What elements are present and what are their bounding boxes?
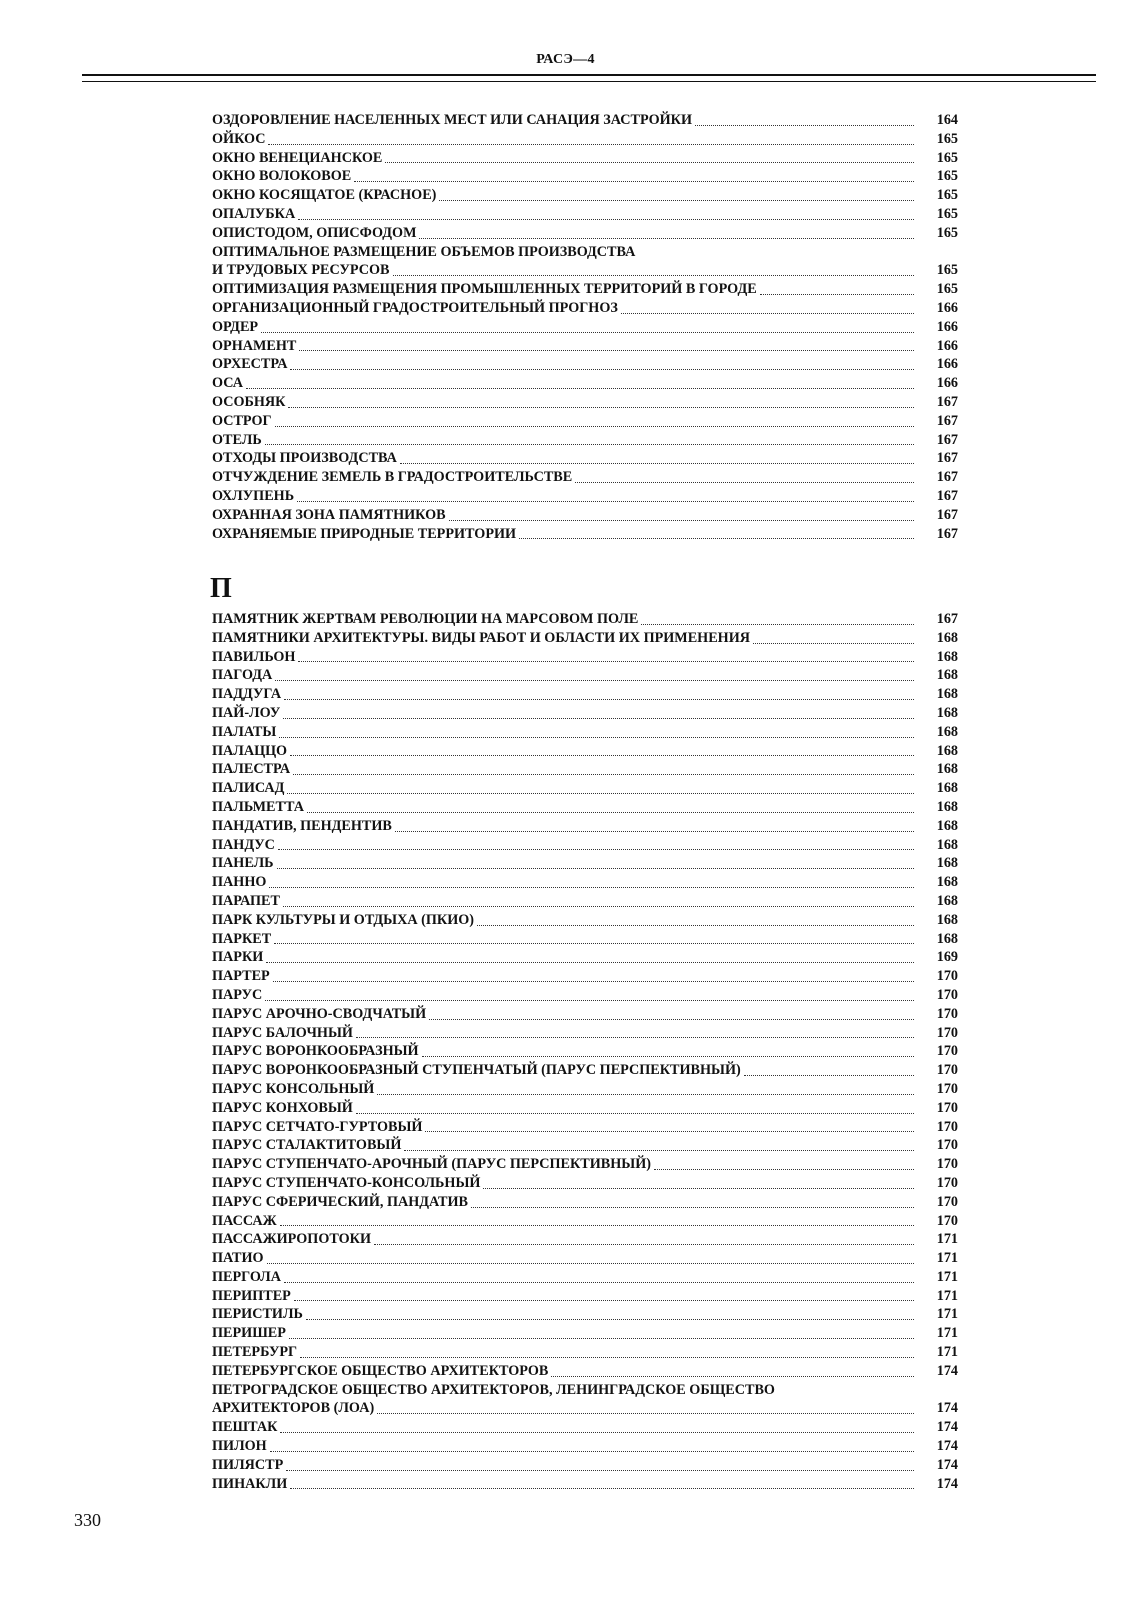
entry-page-number: 168	[936, 892, 958, 909]
entry-term: ПАЛЬМЕТТА	[212, 798, 304, 815]
entry-term: ПЕТЕРБУРГСКОЕ ОБЩЕСТВО АРХИТЕКТОРОВ	[212, 1362, 549, 1379]
entry-page-number: 168	[936, 855, 958, 872]
dot-leader	[439, 188, 914, 201]
entry-page-number: 170	[936, 1118, 958, 1135]
header-rule-thin	[82, 81, 1096, 82]
entry-term: ПАРУС	[212, 986, 263, 1003]
dot-leader	[280, 1213, 914, 1226]
entry-page-number: 170	[936, 986, 958, 1003]
entry-term: ПАРУС СФЕРИЧЕСКИЙ, ПАНДАТИВ	[212, 1193, 469, 1210]
dot-leader	[274, 931, 914, 944]
entry-term: ПАЛАТЫ	[212, 723, 277, 740]
index-entry	[212, 742, 958, 761]
entry-term: ОХРАННАЯ ЗОНА ПАМЯТНИКОВ	[212, 506, 446, 523]
index-entry	[212, 629, 958, 648]
entry-page-number: 165	[936, 224, 958, 241]
dot-leader	[277, 856, 914, 869]
entry-term: ПАССАЖИРОПОТОКИ	[212, 1231, 371, 1248]
index-entry	[212, 930, 958, 949]
entry-page-number: 168	[936, 930, 958, 947]
entry-term: ПАДДУГА	[212, 686, 282, 703]
index-entry	[212, 355, 958, 374]
dot-leader	[269, 875, 914, 888]
dot-leader	[356, 1101, 914, 1114]
index-entry	[212, 1287, 958, 1306]
dot-leader	[290, 743, 914, 756]
entry-term: ОТХОДЫ ПРОИЗВОДСТВА	[212, 450, 397, 467]
index-entry	[212, 525, 958, 544]
index-entry	[212, 610, 958, 629]
index-entry	[212, 393, 958, 412]
dot-leader	[273, 969, 914, 982]
entry-term: ОРНАМЕНТ	[212, 337, 297, 354]
entry-term: ПАРУС КОНСОЛЬНЫЙ	[212, 1080, 375, 1097]
index-entry	[212, 205, 958, 224]
index-entry	[212, 1061, 958, 1080]
entry-term: ПАВИЛЬОН	[212, 648, 296, 665]
entry-term: ОЙКОС	[212, 130, 266, 147]
letter-heading-p: П	[210, 573, 232, 604]
index-entry	[212, 1399, 958, 1418]
entry-term: ПАРК КУЛЬТУРЫ И ОТДЫХА (ПКИО)	[212, 911, 474, 928]
entry-page-number: 170	[936, 1212, 958, 1229]
entry-page-number: 168	[936, 911, 958, 928]
dot-leader	[422, 1044, 914, 1057]
entry-page-number: 167	[936, 525, 958, 542]
dot-leader	[483, 1176, 914, 1189]
index-entry	[212, 1249, 958, 1268]
index-entry	[212, 1305, 958, 1324]
index-entry	[212, 1174, 958, 1193]
entry-page-number: 165	[936, 149, 958, 166]
index-entry	[212, 280, 958, 299]
index-entry	[212, 337, 958, 356]
entry-term: ПЕРИСТИЛЬ	[212, 1306, 303, 1323]
dot-leader	[283, 706, 914, 719]
entry-term: ОКНО ВОЛОКОВОЕ	[212, 168, 352, 185]
index-entry	[212, 760, 958, 779]
entry-page-number: 167	[936, 611, 958, 627]
dot-leader	[377, 1401, 914, 1414]
entry-term: ПАМЯТНИКИ АРХИТЕКТУРЫ. ВИДЫ РАБОТ И ОБЛАСТИ ИХ ПРИМЕНЕНИЯ	[212, 629, 750, 646]
entry-term: ПАССАЖ	[212, 1212, 277, 1229]
entry-term: ПАНЕЛЬ	[212, 855, 274, 872]
dot-leader	[695, 113, 914, 126]
entry-term: ОКНО ВЕНЕЦИАНСКОЕ	[212, 149, 383, 166]
dot-leader	[275, 414, 914, 427]
index-entry	[212, 412, 958, 431]
entry-term: ПИНАКЛИ	[212, 1475, 288, 1492]
entry-page-number: 166	[936, 337, 958, 354]
entry-page-number: 174	[936, 1438, 958, 1455]
entry-page-number: 170	[936, 968, 958, 985]
entry-page-number: 168	[936, 817, 958, 834]
index-entry	[212, 798, 958, 817]
index-entry	[212, 1418, 958, 1437]
dot-leader	[297, 489, 914, 502]
dot-leader	[429, 1007, 914, 1020]
index-entry	[212, 1456, 958, 1475]
index-entry	[212, 431, 958, 450]
entry-term: ОКНО КОСЯЩАТОЕ (КРАСНОЕ)	[212, 187, 437, 204]
entry-page-number: 170	[936, 1193, 958, 1210]
dot-leader	[404, 1138, 914, 1151]
entry-term: ПЕРИШЕР	[212, 1325, 286, 1342]
entry-page-number: 170	[936, 1174, 958, 1191]
index-entry	[212, 167, 958, 186]
entry-term: ПЕРГОЛА	[212, 1268, 281, 1285]
index-entry	[212, 648, 958, 667]
entry-page-number: 168	[936, 629, 958, 646]
index-entry	[212, 1155, 958, 1174]
index-entry	[212, 224, 958, 243]
dot-leader	[449, 508, 914, 521]
entry-term: АРХИТЕКТОРОВ (ЛОА)	[212, 1400, 375, 1417]
dot-leader	[419, 226, 914, 239]
entry-page-number: 174	[936, 1362, 958, 1379]
entry-term: ПАРУС БАЛОЧНЫЙ	[212, 1024, 353, 1041]
dot-leader	[294, 1288, 914, 1301]
entry-term: ПЕТРОГРАДСКОЕ ОБЩЕСТВО АРХИТЕКТОРОВ, ЛЕНИНГРАДСКОЕ ОБЩЕСТВО	[212, 1381, 775, 1398]
entry-page-number: 168	[936, 742, 958, 759]
entry-page-number: 165	[936, 205, 958, 222]
entry-term: ПАРУС ВОРОНКООБРАЗНЫЙ СТУПЕНЧАТЫЙ (ПАРУС ПЕРСПЕКТИВНЫЙ)	[212, 1062, 741, 1079]
entry-page-number: 168	[936, 723, 958, 740]
entry-term: ПАЛАЦЦО	[212, 742, 288, 759]
index-entry	[212, 1099, 958, 1118]
index-entry	[212, 685, 958, 704]
entry-page-number: 168	[936, 648, 958, 665]
entry-page-number: 168	[936, 836, 958, 853]
entry-term: ОРГАНИЗАЦИОННЫЙ ГРАДОСТРОИТЕЛЬНЫЙ ПРОГНОЗ	[212, 299, 618, 316]
dot-leader	[395, 819, 914, 832]
dot-leader	[654, 1157, 914, 1170]
entry-term: ПАЛИСАД	[212, 780, 285, 797]
entry-term: ОХРАНЯЕМЫЕ ПРИРОДНЫЕ ТЕРРИТОРИИ	[212, 525, 517, 542]
index-entry	[212, 873, 958, 892]
entry-page-number: 167	[936, 487, 958, 504]
dot-leader	[278, 837, 914, 850]
index-entry	[212, 374, 958, 393]
dot-leader	[275, 668, 914, 681]
entry-page-number: 171	[936, 1231, 958, 1248]
dot-leader	[261, 320, 914, 333]
dot-leader	[283, 894, 914, 907]
dot-leader	[307, 800, 914, 813]
index-entry	[212, 1080, 958, 1099]
dot-leader	[280, 1420, 914, 1433]
entry-term: ОПИСТОДОМ, ОПИСФОДОМ	[212, 224, 417, 241]
dot-leader	[299, 338, 914, 351]
entry-term: ОСА	[212, 375, 243, 392]
entry-term: ПАНДАТИВ, ПЕНДЕНТИВ	[212, 817, 392, 834]
entry-page-number: 168	[936, 667, 958, 684]
entry-page-number: 168	[936, 761, 958, 778]
entry-term: ПАРУС СТАЛАКТИТОВЫЙ	[212, 1137, 402, 1154]
dot-leader	[289, 1326, 914, 1339]
entry-term: ПИЛЯСТР	[212, 1456, 284, 1473]
entry-term: ПАРУС АРОЧНО-СВОДЧАТЫЙ	[212, 1005, 427, 1022]
entry-page-number: 170	[936, 1062, 958, 1079]
entry-page-number: 170	[936, 1156, 958, 1173]
index-entry	[212, 130, 958, 149]
entry-page-number: 165	[936, 130, 958, 147]
entry-page-number: 170	[936, 1024, 958, 1041]
dot-leader	[284, 1270, 914, 1283]
entry-page-number: 167	[936, 431, 958, 448]
entry-term: ПЕРИПТЕР	[212, 1287, 291, 1304]
entry-term: ПАННО	[212, 874, 267, 891]
dot-leader	[267, 1251, 914, 1264]
index-entry	[212, 149, 958, 168]
dot-leader	[300, 1345, 914, 1358]
index-entry	[212, 1362, 958, 1381]
entry-page-number: 171	[936, 1306, 958, 1323]
dot-leader	[290, 1476, 914, 1489]
entry-page-number: 174	[936, 1400, 958, 1417]
index-entry	[212, 854, 958, 873]
index-entry	[212, 243, 958, 262]
index-entry	[212, 1475, 958, 1494]
entry-term: ПАГОДА	[212, 667, 273, 684]
entry-page-number: 171	[936, 1268, 958, 1285]
entry-page-number: 170	[936, 1099, 958, 1116]
dot-leader	[374, 1232, 914, 1245]
index-entry	[212, 1005, 958, 1024]
index-entry	[212, 1381, 958, 1400]
index-entry	[212, 1343, 958, 1362]
index-entry	[212, 1437, 958, 1456]
entry-term: ОТЧУЖДЕНИЕ ЗЕМЕЛЬ В ГРАДОСТРОИТЕЛЬСТВЕ	[212, 469, 573, 486]
dot-leader	[385, 150, 914, 163]
entry-page-number: 166	[936, 299, 958, 316]
entry-term: ПАНДУС	[212, 836, 275, 853]
index-entry	[212, 967, 958, 986]
entry-term: ПИЛОН	[212, 1438, 267, 1455]
index-entry	[212, 1042, 958, 1061]
dot-leader	[425, 1119, 914, 1132]
entry-page-number: 168	[936, 798, 958, 815]
entry-term: ПАРУС КОНХОВЫЙ	[212, 1099, 353, 1116]
index-entry	[212, 1024, 958, 1043]
page-number: 330	[74, 1510, 101, 1530]
index-entry	[212, 911, 958, 930]
index-entry	[212, 468, 958, 487]
index-section-o	[212, 111, 958, 543]
entry-term: ПАРУС СЕТЧАТО-ГУРТОВЫЙ	[212, 1118, 423, 1135]
entry-page-number: 168	[936, 874, 958, 891]
entry-term: ОПТИМАЛЬНОЕ РАЗМЕЩЕНИЕ ОБЪЕМОВ ПРОИЗВОДСТВА	[212, 243, 636, 260]
dot-leader	[519, 526, 914, 539]
entry-term: ПАЙ-ЛОУ	[212, 704, 281, 721]
entry-term: ПАРКЕТ	[212, 930, 272, 947]
entry-term: ОРДЕР	[212, 318, 259, 335]
entry-term: ОСОБНЯК	[212, 393, 286, 410]
dot-leader	[266, 950, 914, 963]
header-rule-thick	[82, 74, 1096, 76]
index-entry	[212, 723, 958, 742]
entry-term: ПЕШТАК	[212, 1419, 278, 1436]
entry-term: И ТРУДОВЫХ РЕСУРСОВ	[212, 262, 390, 279]
entry-page-number: 174	[936, 1475, 958, 1492]
index-entry	[212, 261, 958, 280]
dot-leader	[551, 1364, 914, 1377]
entry-page-number: 167	[936, 450, 958, 467]
dot-leader	[621, 301, 914, 314]
entry-page-number: 165	[936, 281, 958, 298]
index-entry	[212, 704, 958, 723]
entry-page-number: 165	[936, 168, 958, 185]
entry-term: ПАРАПЕТ	[212, 892, 280, 909]
entry-page-number: 170	[936, 1043, 958, 1060]
index-entry	[212, 948, 958, 967]
index-entry	[212, 1193, 958, 1212]
entry-page-number: 167	[936, 393, 958, 410]
index-entry	[212, 817, 958, 836]
entry-term: ПАРУС СТУПЕНЧАТО-АРОЧНЫЙ (ПАРУС ПЕРСПЕКТИВНЫЙ)	[212, 1156, 651, 1173]
index-entry	[212, 1230, 958, 1249]
dot-leader	[641, 612, 914, 625]
entry-page-number: 171	[936, 1344, 958, 1361]
running-head: РАСЭ—4	[536, 52, 595, 67]
dot-leader	[298, 649, 914, 662]
entry-page-number: 174	[936, 1456, 958, 1473]
index-entry	[212, 1118, 958, 1137]
entry-page-number: 167	[936, 506, 958, 523]
dot-leader	[268, 132, 914, 145]
entry-page-number: 166	[936, 318, 958, 335]
entry-term: ОПАЛУБКА	[212, 205, 296, 222]
dot-leader	[377, 1082, 914, 1095]
dot-leader	[393, 263, 914, 276]
entry-term: ПАРТЕР	[212, 968, 270, 985]
entry-term: ПАРКИ	[212, 949, 264, 966]
entry-term: ОТЕЛЬ	[212, 431, 262, 448]
dot-leader	[293, 762, 914, 775]
dot-leader	[744, 1063, 914, 1076]
dot-leader	[575, 470, 914, 483]
entry-term: ПАРУС СТУПЕНЧАТО-КОНСОЛЬНЫЙ	[212, 1174, 481, 1191]
entry-page-number: 171	[936, 1287, 958, 1304]
index-entry	[212, 111, 958, 130]
entry-page-number: 171	[936, 1250, 958, 1267]
entry-page-number: 168	[936, 780, 958, 797]
entry-page-number: 164	[936, 112, 958, 128]
entry-page-number: 167	[936, 469, 958, 486]
entry-term: ПАМЯТНИК ЖЕРТВАМ РЕВОЛЮЦИИ НА МАРСОВОМ ПОЛЕ	[212, 611, 639, 627]
entry-page-number: 168	[936, 704, 958, 721]
dot-leader	[270, 1439, 914, 1452]
index-entry	[212, 449, 958, 468]
index-entry	[212, 779, 958, 798]
entry-term: ОЗДОРОВЛЕНИЕ НАСЕЛЕННЫХ МЕСТ ИЛИ САНАЦИЯ ЗАСТРОЙКИ	[212, 112, 692, 128]
entry-page-number: 168	[936, 686, 958, 703]
entry-page-number: 171	[936, 1325, 958, 1342]
dot-leader	[265, 432, 914, 445]
dot-leader	[288, 395, 914, 408]
dot-leader	[760, 282, 914, 295]
dot-leader	[284, 687, 914, 700]
entry-page-number: 170	[936, 1080, 958, 1097]
dot-leader	[306, 1307, 914, 1320]
entry-term: ПЕТЕРБУРГ	[212, 1344, 298, 1361]
index-entry	[212, 299, 958, 318]
dot-leader	[354, 169, 914, 182]
index-entry	[212, 318, 958, 337]
entry-page-number: 165	[936, 262, 958, 279]
index-entry	[212, 892, 958, 911]
entry-page-number: 166	[936, 375, 958, 392]
index-entry	[212, 986, 958, 1005]
index-section-p	[212, 610, 958, 1493]
dot-leader	[753, 631, 914, 644]
entry-term: ПАТИО	[212, 1250, 264, 1267]
dot-leader	[400, 451, 914, 464]
dot-leader	[286, 1458, 914, 1471]
entry-term: ПАЛЕСТРА	[212, 761, 291, 778]
dot-leader	[246, 376, 914, 389]
entry-page-number: 174	[936, 1419, 958, 1436]
dot-leader	[290, 357, 914, 370]
entry-page-number: 170	[936, 1005, 958, 1022]
entry-page-number: 165	[936, 187, 958, 204]
index-entry	[212, 1324, 958, 1343]
dot-leader	[477, 913, 914, 926]
dot-leader	[356, 1025, 914, 1038]
entry-term: ОРХЕСТРА	[212, 356, 288, 373]
entry-page-number: 166	[936, 356, 958, 373]
index-entry	[212, 836, 958, 855]
entry-term: ПАРУС ВОРОНКООБРАЗНЫЙ	[212, 1043, 419, 1060]
entry-term: ОПТИМИЗАЦИЯ РАЗМЕЩЕНИЯ ПРОМЫШЛЕННЫХ ТЕРРИТОРИЙ В ГОРОДЕ	[212, 281, 757, 298]
index-entry	[212, 1212, 958, 1231]
index-entry	[212, 506, 958, 525]
entry-term: ОХЛУПЕНЬ	[212, 487, 295, 504]
index-entry	[212, 186, 958, 205]
dot-leader	[471, 1195, 914, 1208]
entry-page-number: 170	[936, 1137, 958, 1154]
dot-leader	[298, 207, 914, 220]
dot-leader	[279, 725, 914, 738]
index-entry	[212, 487, 958, 506]
entry-page-number: 169	[936, 949, 958, 966]
entry-page-number: 167	[936, 412, 958, 429]
index-entry	[212, 1268, 958, 1287]
dot-leader	[265, 988, 914, 1001]
index-entry	[212, 666, 958, 685]
index-entry	[212, 1136, 958, 1155]
dot-leader	[287, 781, 914, 794]
entry-term: ОСТРОГ	[212, 412, 272, 429]
